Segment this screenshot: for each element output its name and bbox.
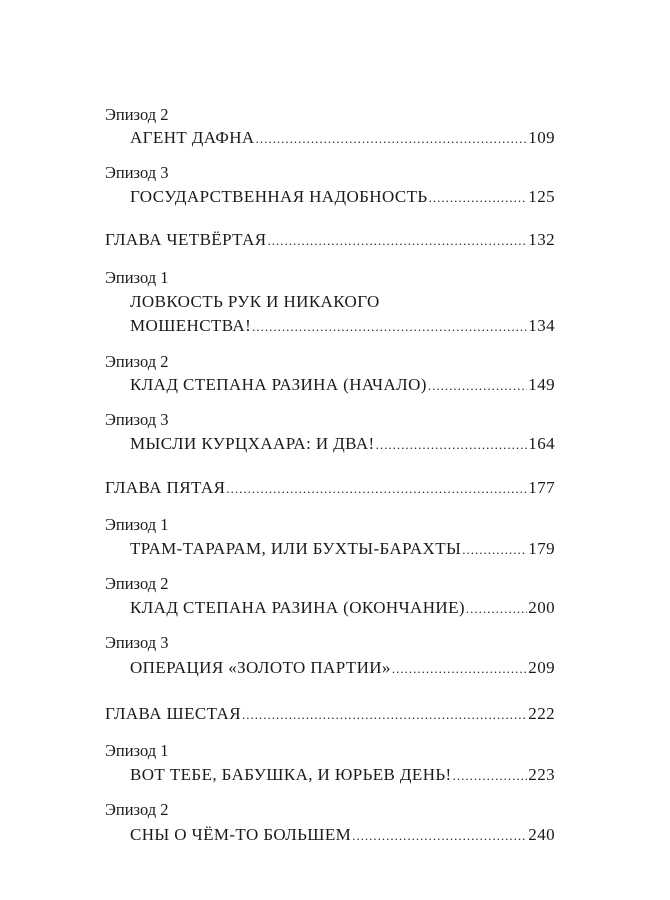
page-number: 200	[528, 598, 555, 617]
episode-title-entry	[130, 657, 555, 680]
dot-leader	[429, 186, 528, 209]
page-number: 149	[528, 375, 555, 394]
episode-title-entry	[130, 291, 555, 313]
episode-title-entry	[130, 764, 555, 787]
episode-label	[105, 351, 555, 373]
episode-title: АГЕНТ ДАФНА	[130, 128, 255, 147]
episode-title-entry	[130, 538, 555, 561]
page-number: 125	[528, 187, 555, 206]
chapter-title: ГЛАВА ПЯТАЯ	[105, 478, 226, 497]
episode-title-entry	[130, 433, 555, 456]
page-number: 223	[528, 765, 555, 784]
episode-label	[105, 799, 555, 821]
episode-label-text: Эпизод 2	[105, 352, 169, 371]
episode-label-text: Эпизод 3	[105, 633, 169, 652]
episode-title: МЫСЛИ КУРЦХААРА: И ДВА!	[130, 434, 375, 453]
dot-leader	[242, 703, 527, 726]
page-number: 209	[528, 658, 555, 677]
episode-title: КЛАД СТЕПАНА РАЗИНА (НАЧАЛО)	[130, 375, 427, 394]
episode-title: ГОСУДАРСТВЕННАЯ НАДОБНОСТЬ	[130, 187, 428, 206]
episode-label	[105, 740, 555, 762]
dot-leader	[466, 597, 527, 620]
episode-title: СНЫ О ЧЁМ-ТО БОЛЬШЕМ	[130, 825, 352, 844]
page-number: 240	[528, 825, 555, 844]
episode-label	[105, 409, 555, 431]
episode-title: КЛАД СТЕПАНА РАЗИНА (ОКОНЧАНИЕ)	[130, 598, 465, 617]
dot-leader	[462, 538, 527, 561]
page-number: 164	[528, 434, 555, 453]
episode-label-text: Эпизод 1	[105, 515, 169, 534]
episode-title: ЛОВКОСТЬ РУК И НИКАКОГО	[130, 292, 380, 311]
dot-leader	[428, 374, 527, 397]
chapter-title: ГЛАВА ШЕСТАЯ	[105, 704, 241, 723]
dot-leader	[226, 477, 527, 500]
episode-label-text: Эпизод 3	[105, 163, 169, 182]
episode-label-text: Эпизод 2	[105, 800, 169, 819]
episode-title-entry	[130, 315, 555, 338]
episode-label-text: Эпизод 2	[105, 105, 169, 124]
page-number: 177	[528, 478, 555, 497]
episode-title: ОПЕРАЦИЯ «ЗОЛОТО ПАРТИИ»	[130, 658, 391, 677]
episode-label	[105, 267, 555, 289]
dot-leader	[392, 657, 527, 680]
chapter-entry	[105, 703, 555, 726]
chapter-entry	[105, 477, 555, 500]
episode-title-entry	[130, 597, 555, 620]
page-number: 132	[528, 230, 555, 249]
episode-title: ТРАМ-ТАРАРАМ, ИЛИ БУХТЫ-БАРАХТЫ	[130, 539, 462, 558]
episode-label-text: Эпизод 1	[105, 741, 169, 760]
page-number: 134	[528, 316, 555, 335]
episode-label	[105, 104, 555, 126]
episode-title: МОШЕНСТВА!	[130, 316, 252, 335]
episode-title-entry	[130, 374, 555, 397]
dot-leader	[252, 315, 527, 338]
dot-leader	[376, 433, 528, 456]
page-number: 109	[528, 128, 555, 147]
episode-title-entry	[130, 186, 555, 209]
chapter-entry	[105, 229, 555, 252]
chapter-title: ГЛАВА ЧЕТВЁРТАЯ	[105, 230, 267, 249]
dot-leader	[256, 127, 528, 150]
page-number: 222	[528, 704, 555, 723]
episode-label	[105, 514, 555, 536]
episode-label	[105, 573, 555, 595]
dot-leader	[352, 824, 527, 847]
episode-label-text: Эпизод 1	[105, 268, 169, 287]
episode-title-entry	[130, 127, 555, 150]
episode-label	[105, 632, 555, 654]
episode-label-text: Эпизод 3	[105, 410, 169, 429]
dot-leader	[453, 764, 528, 787]
episode-title: ВОТ ТЕБЕ, БАБУШКА, И ЮРЬЕВ ДЕНЬ!	[130, 765, 452, 784]
dot-leader	[268, 229, 528, 252]
episode-label	[105, 162, 555, 184]
episode-title-entry	[130, 824, 555, 847]
episode-label-text: Эпизод 2	[105, 574, 169, 593]
page-number: 179	[528, 539, 555, 558]
